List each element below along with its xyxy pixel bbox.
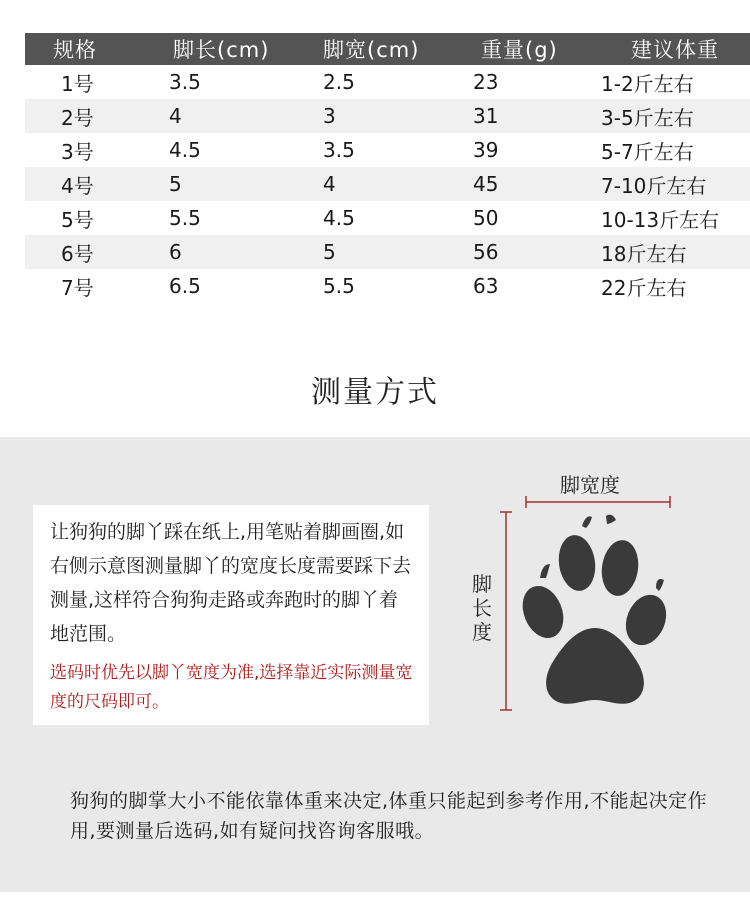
cell-weight: 50 <box>473 206 499 230</box>
header-size: 规格 <box>25 33 169 65</box>
cell-weight: 23 <box>473 70 499 94</box>
length-measure-line <box>500 512 512 710</box>
cell-foot-length: 4.5 <box>169 138 201 162</box>
size-chart-table <box>25 33 750 303</box>
cell-size: 1号 <box>61 71 94 96</box>
cell-size: 2号 <box>25 99 169 133</box>
cell-suggested-weight: 5-7斤左右 <box>601 139 694 164</box>
cell-suggested-weight: 18斤左右 <box>601 235 750 269</box>
cell-foot-length: 6.5 <box>169 274 201 298</box>
table-row <box>25 201 750 235</box>
cell-suggested-weight: 3-5斤左右 <box>601 99 750 133</box>
cell-foot-width: 2.5 <box>323 70 355 94</box>
table-row <box>25 133 750 167</box>
footer-note: 狗狗的脚掌大小不能依靠体重来决定,体重只能起到参考作用,不能起决定作用,要测量后选码,如有疑问找咨询客服哦。 <box>70 790 708 842</box>
header-foot-length: 脚长(cm) <box>169 33 323 65</box>
cell-size: 7号 <box>61 275 94 300</box>
table-row <box>25 269 750 303</box>
bottom-strip <box>0 892 750 902</box>
cell-suggested-weight: 1-2斤左右 <box>601 71 694 96</box>
cell-size: 6号 <box>25 235 169 269</box>
cell-weight: 45 <box>473 167 601 201</box>
cell-suggested-weight: 7-10斤左右 <box>601 167 750 201</box>
cell-foot-length: 5 <box>169 167 323 201</box>
table-header-row <box>25 33 750 65</box>
header-weight: 重量(g) <box>473 33 601 65</box>
cell-foot-width: 5 <box>323 235 473 269</box>
instruction-text: 让狗狗的脚丫踩在纸上,用笔贴着脚画圈,如右侧示意图测量脚丫的宽度长度需要踩下去测量,这样符合狗狗走路或奔跑时的脚丫着地范围。 <box>50 521 412 645</box>
cell-suggested-weight: 22斤左右 <box>601 275 687 300</box>
paw-print-icon <box>515 515 673 704</box>
cell-weight: 39 <box>473 138 499 162</box>
cell-weight: 56 <box>473 235 601 269</box>
cell-weight: 63 <box>473 274 499 298</box>
cell-size: 3号 <box>61 139 94 164</box>
cell-size: 5号 <box>61 207 94 232</box>
foot-width-label: 脚宽度 <box>560 473 620 497</box>
table-row <box>25 65 750 99</box>
tip-text: 选码时优先以脚丫宽度为准,选择靠近实际测量宽度的尺码即可。 <box>50 663 413 712</box>
cell-suggested-weight: 10-13斤左右 <box>601 207 720 232</box>
cell-foot-length: 6 <box>169 235 323 269</box>
cell-foot-length: 5.5 <box>169 206 201 230</box>
table-row <box>25 235 750 269</box>
foot-length-label: 脚长度 <box>472 572 492 644</box>
width-measure-line <box>526 496 670 508</box>
cell-weight: 31 <box>473 99 601 133</box>
cell-size: 4号 <box>25 167 169 201</box>
measurement-title: 测量方式 <box>311 375 439 410</box>
cell-foot-length: 3.5 <box>169 70 201 94</box>
cell-foot-width: 3 <box>323 99 473 133</box>
paw-diagram <box>460 460 720 720</box>
header-suggested-weight: 建议体重 <box>601 33 750 65</box>
table-row <box>25 99 750 133</box>
cell-foot-length: 4 <box>169 99 323 133</box>
header-foot-width: 脚宽(cm) <box>323 33 473 65</box>
cell-foot-width: 5.5 <box>323 274 355 298</box>
instruction-box <box>33 505 429 725</box>
table-row <box>25 167 750 201</box>
cell-foot-width: 3.5 <box>323 138 355 162</box>
cell-foot-width: 4 <box>323 167 473 201</box>
cell-foot-width: 4.5 <box>323 206 355 230</box>
